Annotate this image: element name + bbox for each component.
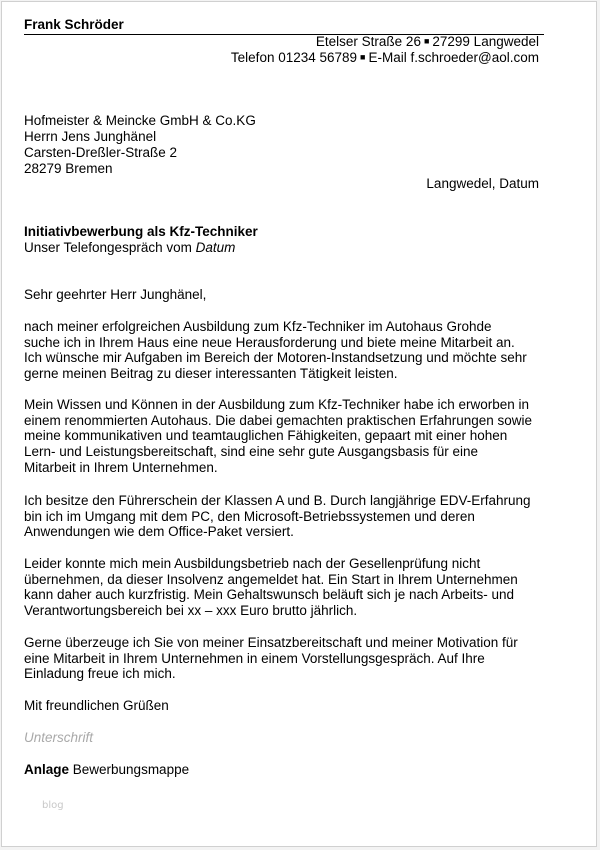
paragraph-line: Mitarbeit in Ihrem Unternehmen.	[24, 459, 218, 475]
paragraph-line: suche ich in Ihrem Haus eine neue Herausforderung und biete meine Mitarbeit an.	[24, 334, 515, 350]
salutation: Sehr geehrter Herr Junghänel,	[24, 287, 207, 302]
paragraph-2	[24, 397, 554, 476]
sender-city: 27299 Langwedel	[432, 34, 539, 49]
letter-page	[1, 1, 597, 847]
paragraph-line: gerne meinen Beitrag zu dieser interessanten Tätigkeit leisten.	[24, 366, 398, 382]
paragraph-line: Mein Wissen und Können in der Ausbildung zum Kfz-Techniker habe ich erworben in	[24, 397, 530, 412]
sender-phone: Telefon 01234 56789	[230, 50, 358, 65]
sender-email: E-Mail f.schroeder@aol.com	[368, 50, 539, 65]
paragraph-line: Einladung freue ich mich.	[24, 666, 176, 682]
paragraph-line: Gerne überzeuge ich Sie von meiner Einsatzbereitschaft und meiner Motivation für	[24, 635, 518, 650]
subject-title: Initiativbewerbung als Kfz-Techniker	[24, 224, 258, 239]
paragraph-3	[24, 493, 554, 540]
paragraph-1	[24, 319, 554, 382]
watermark: blog	[42, 800, 64, 811]
recipient-city: 28279 Bremen	[24, 161, 113, 176]
paragraph-line: Anwendungen wie dem Office-Paket versiert.	[24, 524, 294, 540]
attachment-text: Bewerbungsmappe	[69, 762, 190, 777]
paragraph-line: eine Mitarbeit in Ihrem Unternehmen in einem Vorstellungsgespräch. Auf Ihre	[24, 650, 485, 666]
closing: Mit freundlichen Grüßen	[24, 698, 169, 713]
paragraph-4	[24, 556, 554, 619]
paragraph-line: bin ich im Umgang mit dem PC, den Microsoft-Betriebssystemen und deren	[24, 508, 475, 524]
attachment-label: Anlage	[24, 762, 70, 777]
paragraph-line: kann daher auch kurzfristig. Mein Gehaltswunsch beläuft sich je nach Arbeits- und	[24, 587, 515, 603]
sender-street: Etelser Straße 26	[315, 34, 421, 49]
recipient-street: Carsten-Dreßler-Straße 2	[24, 145, 178, 160]
signature-placeholder: Unterschrift	[24, 730, 94, 745]
paragraph-line: übernehmen, da dieser Insolvenz angemeldet hat. Ein Start in Ihrem Unternehmen	[24, 571, 518, 587]
paragraph-line: Ich wünsche mir Aufgaben im Bereich der Motoren-Instandsetzung und möchte sehr	[24, 350, 527, 366]
paragraph-5	[24, 635, 554, 682]
paragraph-line: Lern- und Leistungsbereitschaft, sind eine sehr gute Ausgangsbasis für eine	[24, 444, 479, 460]
sender-address-line	[316, 34, 539, 49]
sender-contact-line	[231, 50, 539, 65]
paragraph-line: nach meiner erfolgreichen Ausbildung zum Kfz-Techniker im Autohaus Grohde	[24, 319, 492, 334]
separator-square-icon: ■	[360, 52, 366, 62]
recipient-company: Hofmeister & Meincke GmbH & Co.KG	[24, 113, 256, 128]
sender-name: Frank Schröder	[24, 17, 124, 32]
recipient-person: Herrn Jens Junghänel	[24, 129, 157, 144]
subject-reference-prefix: Unser Telefongespräch vom	[24, 240, 196, 255]
subject-reference-date: Datum	[195, 240, 236, 255]
date-line: Langwedel, Datum	[426, 176, 539, 191]
subject-reference	[24, 240, 235, 256]
paragraph-line: meine kommunikativen und teamtauglichen Fähigkeiten, gepaart mit einer hohen	[24, 428, 508, 444]
attachment-line	[24, 762, 189, 778]
paragraph-line: Ich besitze den Führerschein der Klassen A und B. Durch langjährige EDV-Erfahrung	[24, 493, 531, 508]
paragraph-line: einem renommierten Autohaus. Die dabei gemachten praktischen Erfahrungen sowie	[24, 412, 533, 428]
paragraph-line: Verantwortungsbereich bei xx – xxx Euro brutto jährlich.	[24, 603, 358, 619]
paragraph-line: Leider konnte mich mein Ausbildungsbetrieb nach der Gesellenprüfung nicht	[24, 556, 481, 571]
separator-square-icon: ■	[423, 36, 430, 46]
